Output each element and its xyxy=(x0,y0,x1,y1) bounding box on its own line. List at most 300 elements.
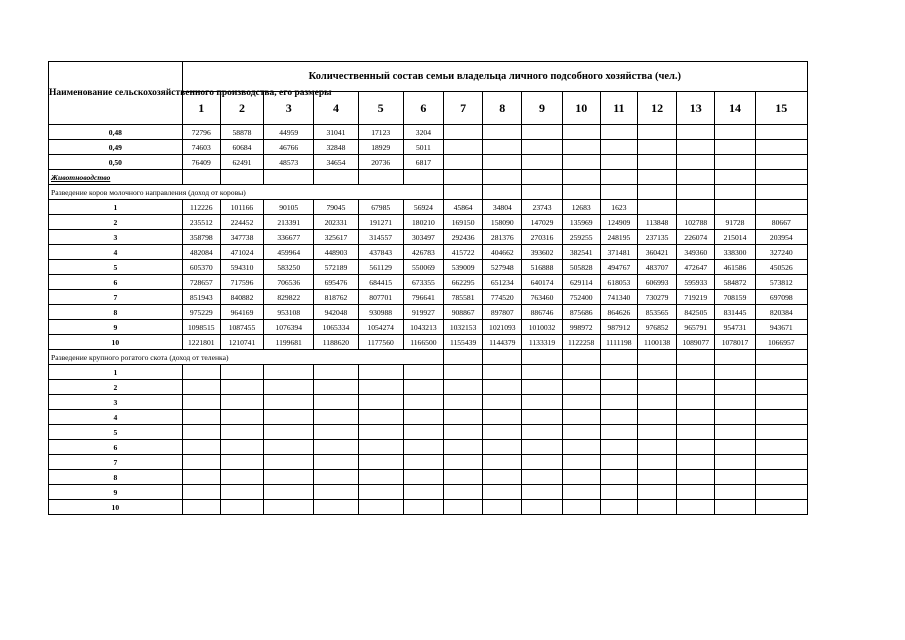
table-cell: 79045 xyxy=(314,200,358,215)
table-row xyxy=(49,320,808,335)
table-cell xyxy=(403,470,443,485)
column-header: 12 xyxy=(637,92,676,125)
table-cell: 651234 xyxy=(483,275,522,290)
table-cell: 237135 xyxy=(637,230,676,245)
table-cell xyxy=(403,380,443,395)
table-cell xyxy=(677,155,715,170)
table-cell: 752400 xyxy=(562,290,600,305)
table-cell: 807701 xyxy=(358,290,403,305)
table-cell: 56924 xyxy=(403,200,443,215)
table-cell xyxy=(444,380,483,395)
table-cell xyxy=(600,485,637,500)
table-cell: 67985 xyxy=(358,200,403,215)
table-cell: 46766 xyxy=(264,140,314,155)
table-cell: 382541 xyxy=(562,245,600,260)
table-cell xyxy=(264,440,314,455)
table-cell: 741340 xyxy=(600,290,637,305)
table-cell xyxy=(220,470,263,485)
row-label: 8 xyxy=(49,305,183,320)
table-cell xyxy=(444,410,483,425)
table-cell xyxy=(314,425,358,440)
table-cell xyxy=(444,155,483,170)
table-cell xyxy=(637,500,676,515)
table-row xyxy=(49,140,808,155)
table-cell xyxy=(182,410,220,425)
row-label: 10 xyxy=(49,335,183,350)
table-cell: 842505 xyxy=(677,305,715,320)
section-heading: Животноводство xyxy=(49,170,183,185)
table-cell xyxy=(483,395,522,410)
table-cell: 708159 xyxy=(715,290,755,305)
table-cell: 1155439 xyxy=(444,335,483,350)
table-cell: 448903 xyxy=(314,245,358,260)
table-cell xyxy=(483,365,522,380)
table-cell xyxy=(677,185,715,200)
table-cell: 124909 xyxy=(600,215,637,230)
column-header: 11 xyxy=(600,92,637,125)
table-cell xyxy=(483,125,522,140)
table-cell: 829822 xyxy=(264,290,314,305)
table-cell: 34804 xyxy=(483,200,522,215)
table-cell xyxy=(182,365,220,380)
table-cell: 459964 xyxy=(264,245,314,260)
table-row xyxy=(49,410,808,425)
table-cell xyxy=(444,500,483,515)
table-cell xyxy=(600,500,637,515)
table-cell: 875686 xyxy=(562,305,600,320)
table-cell: 1054274 xyxy=(358,320,403,335)
row-label-header: Наименование сельскохозяйственного производства, его размеры xyxy=(49,62,183,125)
table-cell xyxy=(715,365,755,380)
table-cell: 20736 xyxy=(358,155,403,170)
row-label: 2 xyxy=(49,215,183,230)
table-cell: 717596 xyxy=(220,275,263,290)
column-header: 3 xyxy=(264,92,314,125)
table-cell xyxy=(522,350,562,365)
column-header: 7 xyxy=(444,92,483,125)
table-cell: 1021093 xyxy=(483,320,522,335)
table-cell: 62491 xyxy=(220,155,263,170)
table-cell: 281376 xyxy=(483,230,522,245)
table-cell: 1122258 xyxy=(562,335,600,350)
table-cell: 550069 xyxy=(403,260,443,275)
table-cell: 347738 xyxy=(220,230,263,245)
table-cell xyxy=(314,470,358,485)
table-cell xyxy=(358,380,403,395)
table-cell: 516888 xyxy=(522,260,562,275)
table-cell: 561129 xyxy=(358,260,403,275)
table-cell xyxy=(182,470,220,485)
table-cell xyxy=(522,155,562,170)
table-cell xyxy=(182,395,220,410)
table-row xyxy=(49,260,808,275)
table-cell: 573812 xyxy=(755,275,807,290)
table-cell: 1065334 xyxy=(314,320,358,335)
table-cell: 853565 xyxy=(637,305,676,320)
table-cell: 897807 xyxy=(483,305,522,320)
table-cell: 482084 xyxy=(182,245,220,260)
table-cell: 31041 xyxy=(314,125,358,140)
column-header: 1 xyxy=(182,92,220,125)
row-label: 9 xyxy=(49,485,183,500)
table-cell xyxy=(715,140,755,155)
table-cell: 101166 xyxy=(220,200,263,215)
table-row xyxy=(49,290,808,305)
table-cell xyxy=(637,440,676,455)
table-cell: 74603 xyxy=(182,140,220,155)
table-cell: 572189 xyxy=(314,260,358,275)
table-cell xyxy=(220,410,263,425)
table-cell xyxy=(562,365,600,380)
table-cell xyxy=(522,380,562,395)
table-row xyxy=(49,335,808,350)
table-cell: 1032153 xyxy=(444,320,483,335)
table-cell xyxy=(522,500,562,515)
table-row xyxy=(49,380,808,395)
table-cell: 774520 xyxy=(483,290,522,305)
table-cell: 248195 xyxy=(600,230,637,245)
table-cell xyxy=(444,125,483,140)
table-cell xyxy=(220,485,263,500)
table-cell xyxy=(444,395,483,410)
table-cell: 336677 xyxy=(264,230,314,245)
table-cell: 987912 xyxy=(600,320,637,335)
table-cell: 673355 xyxy=(403,275,443,290)
table-cell xyxy=(637,470,676,485)
table-cell: 728657 xyxy=(182,275,220,290)
table-cell xyxy=(358,500,403,515)
table-cell: 158090 xyxy=(483,215,522,230)
table-cell xyxy=(715,455,755,470)
table-cell xyxy=(600,395,637,410)
table-cell xyxy=(182,500,220,515)
table-cell: 796641 xyxy=(403,290,443,305)
table-row xyxy=(49,395,808,410)
table-cell xyxy=(444,425,483,440)
table-cell xyxy=(220,440,263,455)
table-cell: 76409 xyxy=(182,155,220,170)
table-cell: 695476 xyxy=(314,275,358,290)
table-title: Количественный состав семьи владельца личного подсобного хозяйства (чел.) xyxy=(182,62,807,92)
table-cell xyxy=(358,470,403,485)
column-header: 5 xyxy=(358,92,403,125)
table-cell: 191271 xyxy=(358,215,403,230)
row-label: 1 xyxy=(49,200,183,215)
table-cell xyxy=(483,350,522,365)
table-cell xyxy=(403,365,443,380)
table-cell: 539009 xyxy=(444,260,483,275)
table-cell xyxy=(444,170,483,185)
table-cell xyxy=(715,155,755,170)
table-cell: 17123 xyxy=(358,125,403,140)
table-cell: 358798 xyxy=(182,230,220,245)
table-cell: 919927 xyxy=(403,305,443,320)
table-cell xyxy=(600,125,637,140)
table-cell xyxy=(220,170,263,185)
table-cell xyxy=(522,485,562,500)
table-cell xyxy=(220,500,263,515)
table-cell xyxy=(715,170,755,185)
table-cell xyxy=(715,470,755,485)
table-cell xyxy=(403,410,443,425)
row-label: 5 xyxy=(49,260,183,275)
table-cell xyxy=(715,500,755,515)
table-cell xyxy=(562,395,600,410)
table-cell: 113848 xyxy=(637,215,676,230)
table-row xyxy=(49,305,808,320)
table-cell xyxy=(637,425,676,440)
table-cell: 584872 xyxy=(715,275,755,290)
table-cell: 12683 xyxy=(562,200,600,215)
table-cell xyxy=(562,185,600,200)
table-cell: 202331 xyxy=(314,215,358,230)
row-label: 10 xyxy=(49,500,183,515)
table-cell xyxy=(637,125,676,140)
table-cell xyxy=(358,410,403,425)
table-cell xyxy=(182,440,220,455)
table-cell: 259255 xyxy=(562,230,600,245)
table-cell: 327240 xyxy=(755,245,807,260)
table-cell: 292436 xyxy=(444,230,483,245)
table-cell xyxy=(715,185,755,200)
table-cell: 325617 xyxy=(314,230,358,245)
table-cell xyxy=(522,125,562,140)
table-cell xyxy=(444,140,483,155)
table-cell xyxy=(182,425,220,440)
table-cell: 706536 xyxy=(264,275,314,290)
table-cell xyxy=(562,155,600,170)
table-cell xyxy=(483,455,522,470)
table-cell: 32848 xyxy=(314,140,358,155)
table-cell xyxy=(522,365,562,380)
table-cell: 415722 xyxy=(444,245,483,260)
table-cell xyxy=(314,395,358,410)
table-cell xyxy=(358,440,403,455)
table-cell: 58878 xyxy=(220,125,263,140)
table-cell: 851943 xyxy=(182,290,220,305)
table-cell: 1089077 xyxy=(677,335,715,350)
section-row xyxy=(49,350,808,365)
table-cell xyxy=(358,170,403,185)
row-label: 1 xyxy=(49,365,183,380)
table-cell xyxy=(358,425,403,440)
row-label: 3 xyxy=(49,395,183,410)
table-cell xyxy=(755,500,807,515)
table-cell: 864626 xyxy=(600,305,637,320)
table-row xyxy=(49,200,808,215)
table-cell xyxy=(600,140,637,155)
table-cell: 6817 xyxy=(403,155,443,170)
table-cell: 684415 xyxy=(358,275,403,290)
table-cell: 1166500 xyxy=(403,335,443,350)
table-cell: 886746 xyxy=(522,305,562,320)
table-cell xyxy=(483,440,522,455)
table-cell xyxy=(600,170,637,185)
table-cell: 629114 xyxy=(562,275,600,290)
table-cell xyxy=(562,350,600,365)
table-row xyxy=(49,500,808,515)
table-cell: 697098 xyxy=(755,290,807,305)
table-cell xyxy=(444,440,483,455)
table-cell: 3204 xyxy=(403,125,443,140)
table-cell xyxy=(562,440,600,455)
table-cell xyxy=(677,500,715,515)
column-header: 15 xyxy=(755,92,807,125)
column-header: 13 xyxy=(677,92,715,125)
table-row xyxy=(49,470,808,485)
table-cell: 975229 xyxy=(182,305,220,320)
table-cell: 471024 xyxy=(220,245,263,260)
table-cell: 483707 xyxy=(637,260,676,275)
table-cell: 1177560 xyxy=(358,335,403,350)
table-cell xyxy=(264,500,314,515)
table-cell xyxy=(637,170,676,185)
table-cell xyxy=(562,455,600,470)
table-cell xyxy=(637,140,676,155)
table-cell xyxy=(264,170,314,185)
table-cell xyxy=(483,170,522,185)
table-cell xyxy=(677,200,715,215)
table-cell xyxy=(755,200,807,215)
table-cell xyxy=(755,470,807,485)
column-header: 14 xyxy=(715,92,755,125)
section-heading: Разведение крупного рогатого скота (доход от теленка) xyxy=(49,350,444,365)
table-cell xyxy=(677,455,715,470)
table-cell: 45864 xyxy=(444,200,483,215)
table-cell: 349360 xyxy=(677,245,715,260)
row-label: 7 xyxy=(49,290,183,305)
table-cell: 1087455 xyxy=(220,320,263,335)
table-cell xyxy=(755,365,807,380)
table-cell xyxy=(444,365,483,380)
table-cell xyxy=(755,410,807,425)
table-cell xyxy=(677,380,715,395)
table-cell xyxy=(444,455,483,470)
table-cell xyxy=(483,380,522,395)
table-cell xyxy=(264,380,314,395)
table-cell xyxy=(264,455,314,470)
table-cell xyxy=(637,410,676,425)
table-cell xyxy=(444,185,483,200)
table-cell xyxy=(403,485,443,500)
table-cell: 763460 xyxy=(522,290,562,305)
table-cell: 662295 xyxy=(444,275,483,290)
table-cell xyxy=(715,395,755,410)
table-cell: 818762 xyxy=(314,290,358,305)
table-row xyxy=(49,230,808,245)
table-cell: 527948 xyxy=(483,260,522,275)
table-cell xyxy=(444,470,483,485)
table-cell: 371481 xyxy=(600,245,637,260)
table-cell xyxy=(483,500,522,515)
table-cell xyxy=(677,140,715,155)
table-cell xyxy=(715,440,755,455)
table-cell xyxy=(483,470,522,485)
table-cell: 605370 xyxy=(182,260,220,275)
table-cell: 213391 xyxy=(264,215,314,230)
table-cell xyxy=(483,410,522,425)
table-cell: 1066957 xyxy=(755,335,807,350)
table-cell xyxy=(483,425,522,440)
table-cell xyxy=(562,125,600,140)
table-cell: 235512 xyxy=(182,215,220,230)
row-label: 6 xyxy=(49,275,183,290)
table-cell: 831445 xyxy=(715,305,755,320)
table-cell xyxy=(522,410,562,425)
table-cell xyxy=(715,380,755,395)
table-cell xyxy=(522,170,562,185)
table-cell xyxy=(755,170,807,185)
table-row xyxy=(49,245,808,260)
column-header: 8 xyxy=(483,92,522,125)
table-cell: 820384 xyxy=(755,305,807,320)
table-cell xyxy=(715,350,755,365)
table-cell: 595933 xyxy=(677,275,715,290)
table-cell xyxy=(522,440,562,455)
table-cell: 954731 xyxy=(715,320,755,335)
table-row xyxy=(49,125,808,140)
table-row xyxy=(49,215,808,230)
row-label: 3 xyxy=(49,230,183,245)
table-cell xyxy=(182,485,220,500)
table-cell xyxy=(403,440,443,455)
table-cell: 102788 xyxy=(677,215,715,230)
table-cell: 91728 xyxy=(715,215,755,230)
table-cell: 360421 xyxy=(637,245,676,260)
table-cell xyxy=(637,365,676,380)
table-cell: 930988 xyxy=(358,305,403,320)
table-cell xyxy=(600,470,637,485)
table-cell xyxy=(755,455,807,470)
table-cell xyxy=(483,185,522,200)
table-cell xyxy=(755,125,807,140)
table-cell: 169150 xyxy=(444,215,483,230)
table-cell xyxy=(522,185,562,200)
table-cell: 583250 xyxy=(264,260,314,275)
row-label: 4 xyxy=(49,410,183,425)
table-cell xyxy=(220,455,263,470)
table-cell xyxy=(220,365,263,380)
table-cell xyxy=(358,455,403,470)
table-cell xyxy=(677,410,715,425)
table-cell: 450526 xyxy=(755,260,807,275)
table-cell xyxy=(522,140,562,155)
table-cell: 719219 xyxy=(677,290,715,305)
table-cell: 5011 xyxy=(403,140,443,155)
table-cell xyxy=(314,500,358,515)
table-cell xyxy=(600,425,637,440)
table-cell: 472647 xyxy=(677,260,715,275)
table-cell xyxy=(403,425,443,440)
table-cell xyxy=(637,380,676,395)
income-table xyxy=(48,61,808,515)
table-cell: 44959 xyxy=(264,125,314,140)
table-cell: 1100138 xyxy=(637,335,676,350)
table-cell: 72796 xyxy=(182,125,220,140)
table-cell xyxy=(264,410,314,425)
table-cell xyxy=(677,425,715,440)
table-cell xyxy=(755,140,807,155)
table-cell: 505828 xyxy=(562,260,600,275)
column-header: 9 xyxy=(522,92,562,125)
table-cell xyxy=(600,380,637,395)
table-cell xyxy=(715,200,755,215)
table-cell xyxy=(314,380,358,395)
table-cell xyxy=(600,455,637,470)
table-row xyxy=(49,155,808,170)
table-cell: 942048 xyxy=(314,305,358,320)
table-cell: 1623 xyxy=(600,200,637,215)
